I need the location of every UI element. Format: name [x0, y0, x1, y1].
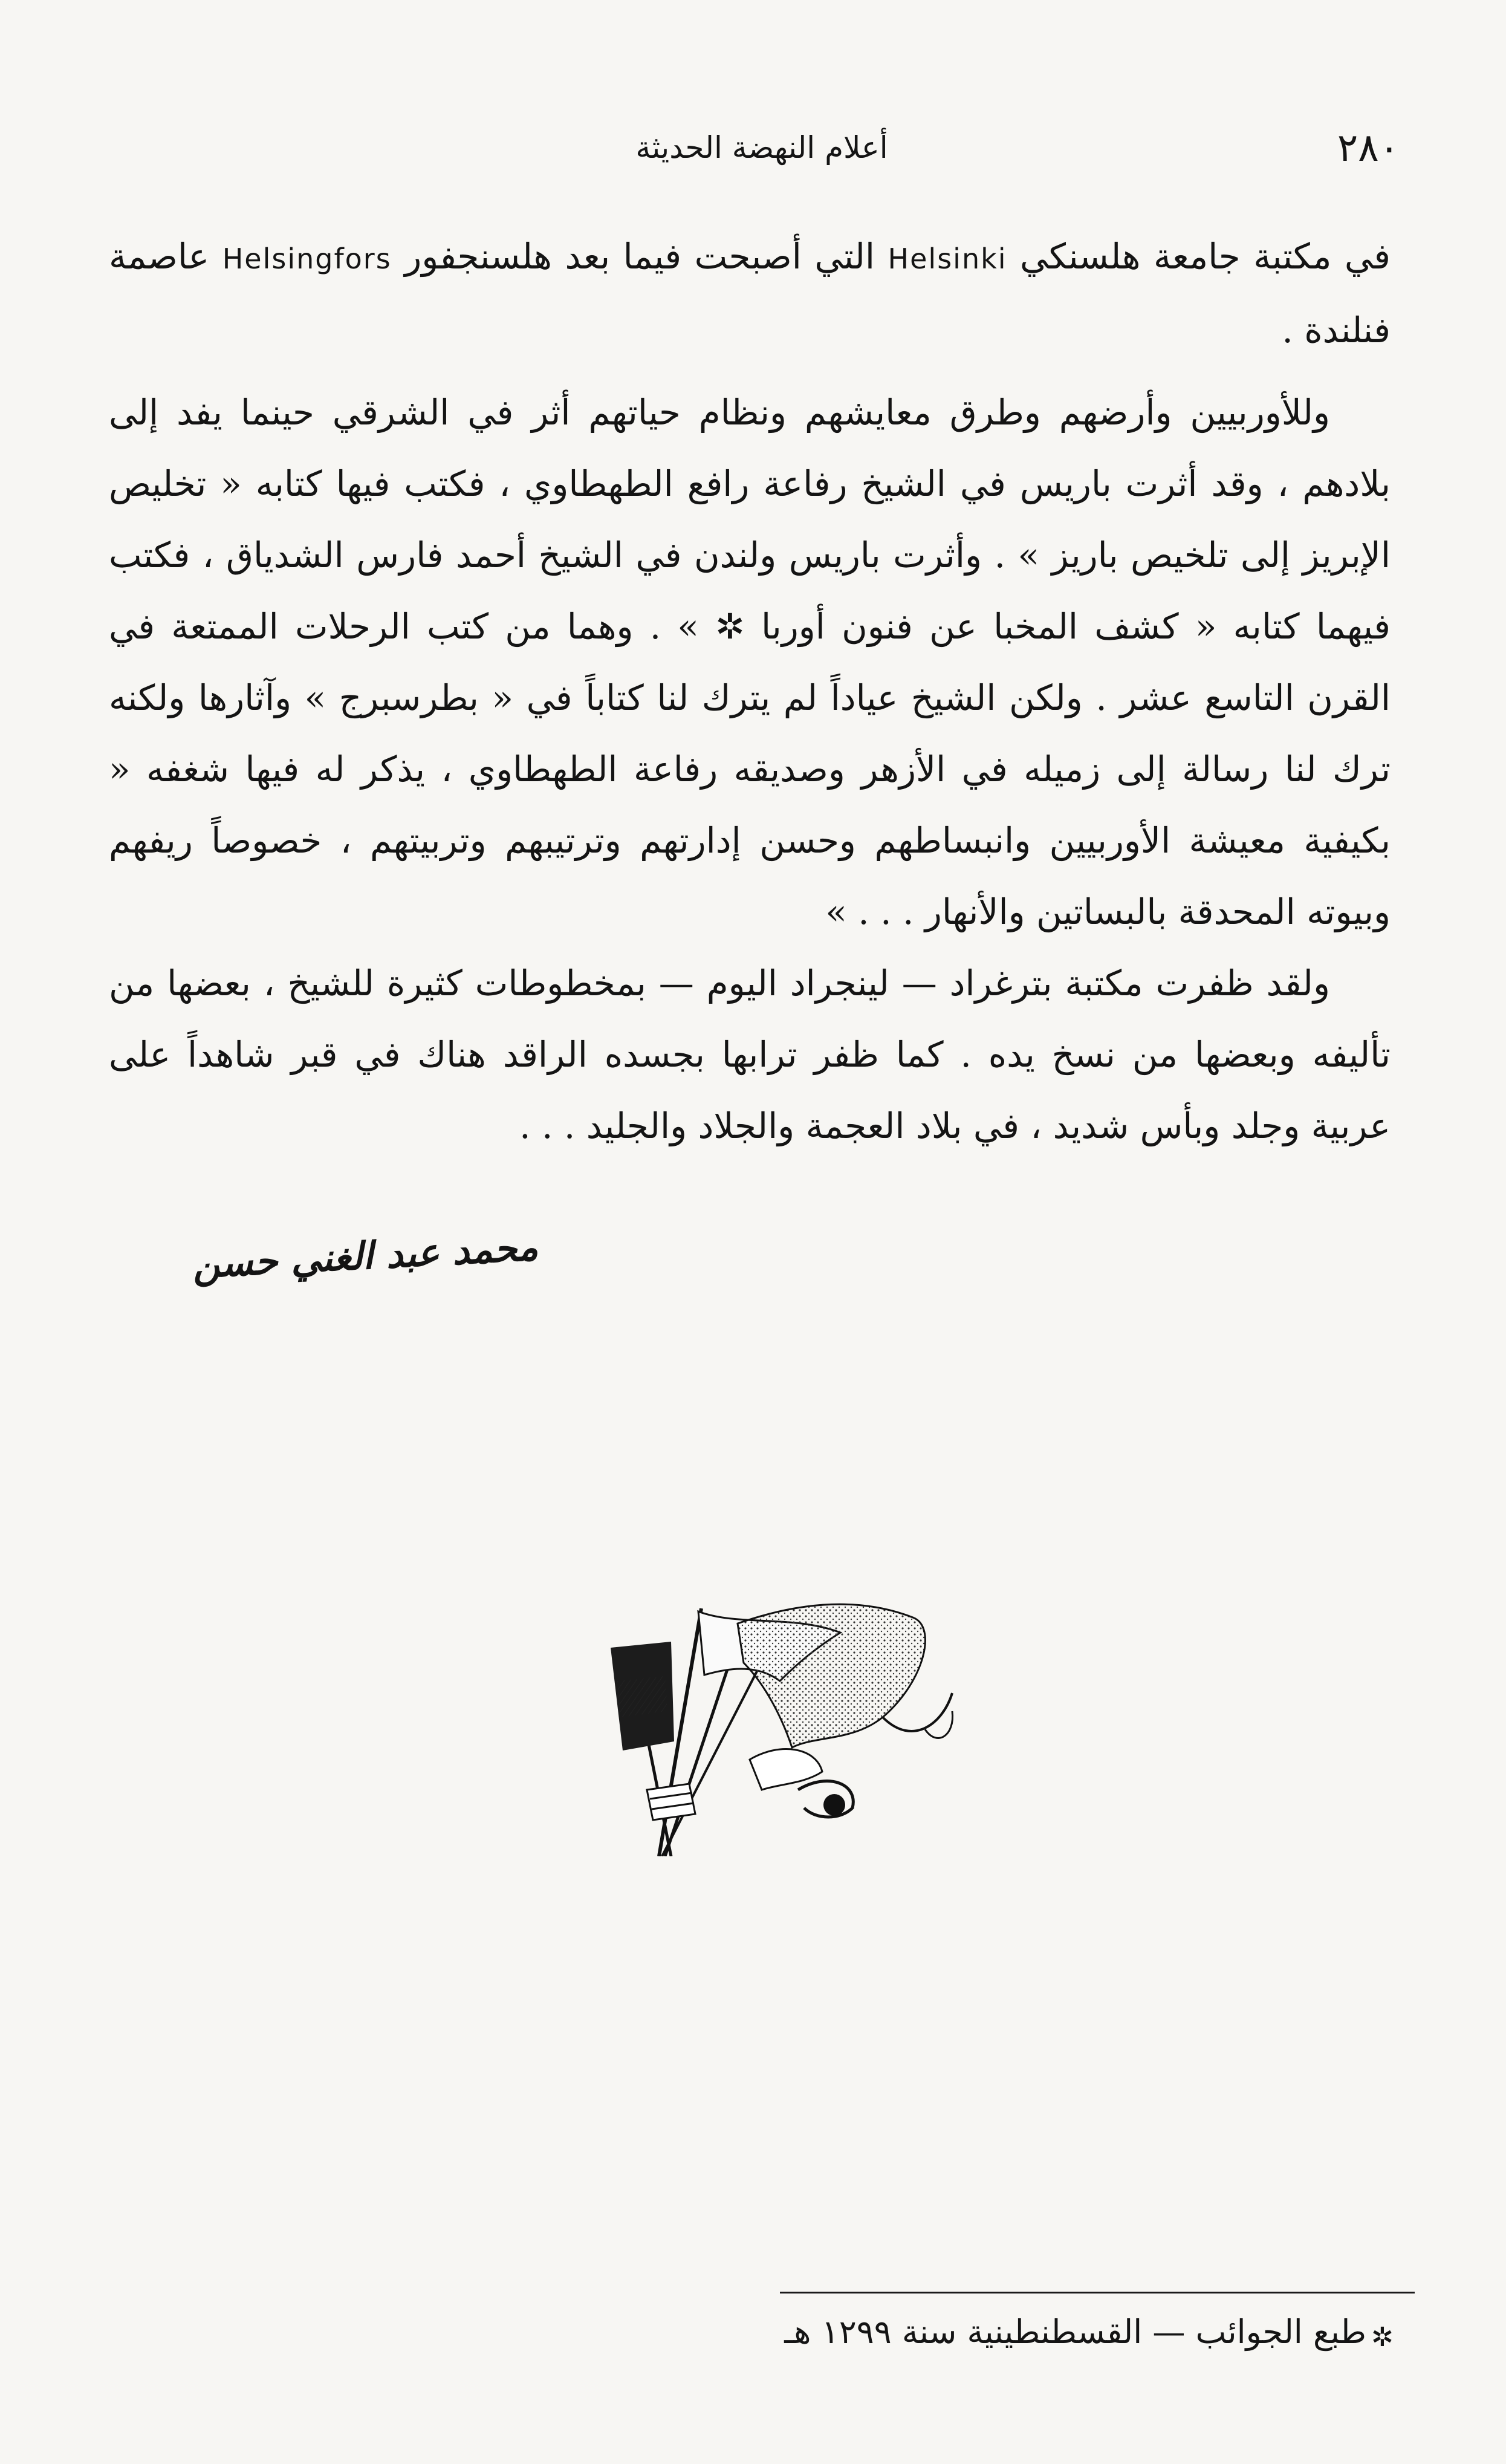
author-signature: محمد عبد الغني حسن: [191, 1224, 539, 1287]
footnote-text: طبع الجوائب — القسطنطينية سنة ١٢٩٩ هـ: [784, 2313, 1366, 2351]
paragraph-3: ولقد ظفرت مكتبة بترغراد — لينجراد اليوم — بمخطوطات كثيرة للشيخ ، بعضها من تأليفه وبعضها من نسخ يده . كما ظفر ترابها بجسده الراقد هناك في قبر شاهداً على عربية وجلد وبأس شديد ، في بلاد العجمة والجلاد والجليد . . .: [109, 963, 1391, 1146]
footnote-marker-icon: ✲: [1371, 2322, 1394, 2353]
latin-term-helsingfors: Helsingfors: [222, 242, 392, 275]
main-text: [109, 221, 1391, 1162]
paragraph-1: [109, 221, 1391, 366]
running-header-title: أعلام النهضة الحديثة: [635, 130, 888, 165]
page-number: ٢٨٠: [1337, 126, 1400, 171]
paragraph-2: وللأوربيين وأرضهم وطرق معايشهم ونظام حياتهم أثر في الشرقي حينما يفد إلى بلادهم ، وقد أثرت باريس في الشيخ رفاعة رافع الطهطاوي ، فكتب فيها كتابه « تخليص الإبريز إلى تلخيص باريز » . وأثرت باريس ولندن في الشيخ أحمد فارس الشدياق ، فكتب فيهما كتابه « كشف المخبا عن فنون أوربا ✲ » . وهما من كتب الرحلات الممتعة في القرن التاسع عشر . ولكن الشيخ عياداً لم يترك لنا كتاباً في « بطرسبرج » وآثارها ولكنه ترك لنا رسالة إلى زميله في الأزهر وصديقه رفاعة الطهطاوي ، يذكر له فيها شغفه « بكيفية معيشة الأوربيين وانبساطهم وحسن إدارتهم وترتيبهم وتربيتهم ، خصوصاً ريفهم وبيوته المحدقة بالبساتين والأنهار . . . »: [109, 392, 1391, 932]
latin-term-helsinki: Helsinki: [888, 242, 1007, 275]
paragraph-1-part-c: عاصمة فنلندة .: [109, 236, 1391, 351]
crossed-flags-ornament: [599, 1590, 961, 1856]
paragraph-1-part-a: في مكتبة جامعة هلسنكي: [1007, 236, 1391, 277]
paragraph-1-part-b: التي أصبحت فيما بعد هلسنجفور: [391, 236, 888, 277]
footnote-rule: [780, 2292, 1415, 2293]
